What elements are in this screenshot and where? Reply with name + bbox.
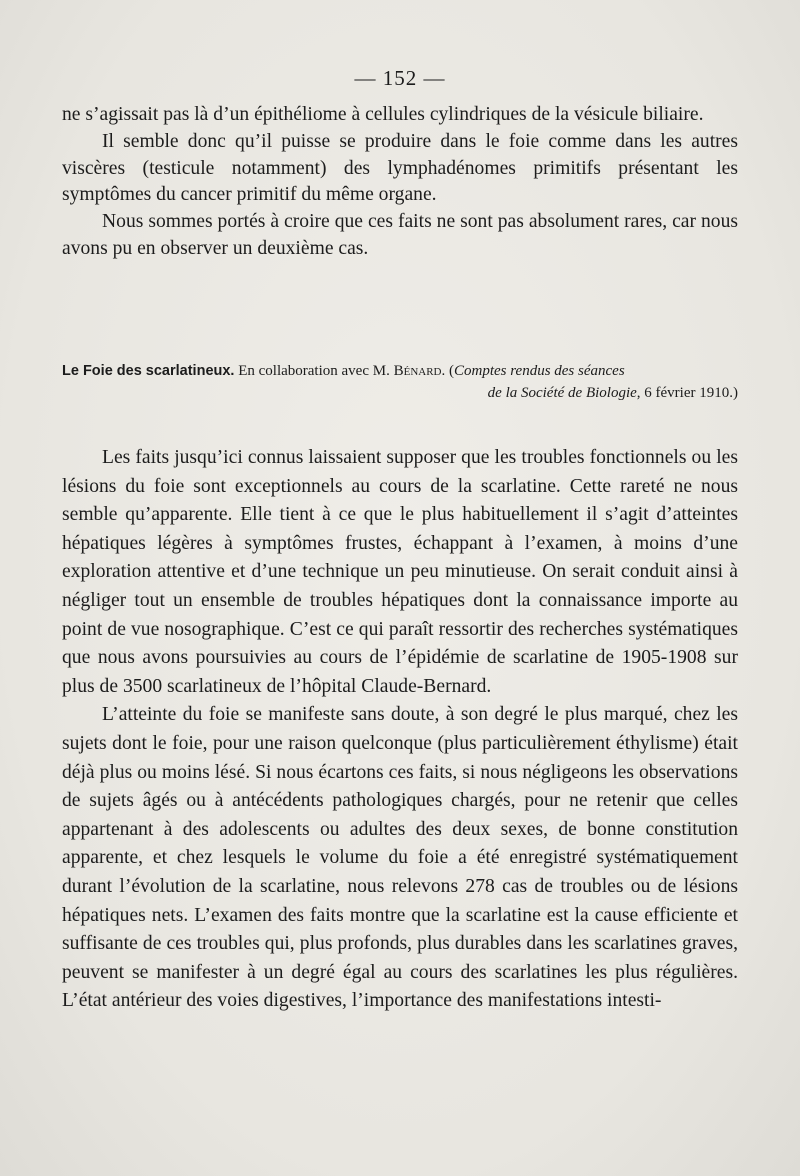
body-paragraph-2: L’atteinte du foie se manifeste sans doute, à son degré le plus marqué, chez les sujets dont le foie, pour une raison quelconque (plus particulièrement éthylisme) était déjà plus ou moins lésé. Si nous écartons ces faits, si nous négligeons les observations de sujets âgés ou à antécédents pathologiques chargés, pour ne retenir que celles appartenant à des adolescents ou adultes des deux sexes, de bonne constitution apparente, et chez lesquels le volume du foie a été enregistré systématiquement durant l’évolution de la scarlatine, nous relevons 278 cas de troubles ou de lésions hépatiques nets. L’examen des faits montre que la scarlatine est la cause efficiente et suffisante de ces troubles qui, plus profonds, plus durables dans les scarlatines graves, peuvent se manifester à un degré égal au cours des scarlatines les plus régulières. L’état antérieur des voies digestives, l’importance des manifestations intesti- — [62, 704, 738, 1012]
intro-paragraph-3: Nous sommes portés à croire que ces faits ne sont pas absolument rares, car nous avons pu en observer un deuxième cas. — [62, 211, 738, 259]
intro-paragraph-2: Il semble donc qu’il puisse se produire dans le foie comme dans les autres viscères (testicule notamment) des lymphadénomes primitifs présentant les symptômes du cancer primitif du même organe. — [62, 130, 738, 206]
citation-line-2 — [62, 382, 738, 404]
page-number: — 152 — — [354, 66, 446, 90]
citation-title: Le Foie des scarlatineux. — [62, 363, 235, 379]
citation-date: , 6 février 1910.) — [636, 385, 738, 401]
intro-text — [62, 102, 738, 263]
article-citation — [62, 360, 738, 404]
body-paragraph-1: Les faits jusqu’ici connus laissaient supposer que les troubles fonctionnels ou les lésions du foie sont exceptionnels au cours de la scarlatine. Cette rareté ne nous semble qu’apparente. Elle tient à ce que le plus habituellement il s’agit d’atteintes hépatiques légères à symptômes frustes, échappant à l’examen, à moins d’une exploration attentive et d’une technique un peu minutieuse. On serait conduit ainsi à négliger tout un ensemble de troubles hépatiques dont la connaissance importe au point de vue nosographique. C’est ce qui paraît ressortir des recherches systématiques que nous avons poursuivies au cours de l’épidémie de scarlatine de 1905-1908 sur plus de 3500 scarlatineux de l’hôpital Claude-Bernard. — [62, 447, 738, 697]
article-body — [62, 444, 738, 1016]
citation-journal-1: Comptes rendus des séances — [454, 363, 625, 379]
citation-ref-open: . ( — [441, 363, 454, 379]
citation-author: Bénard — [393, 363, 442, 379]
intro-paragraph-1: ne s’agissait pas là d’un épithéliome à cellules cylindriques de la vésicule biliaire. — [62, 104, 704, 125]
citation-collaboration: En collaboration avec M. — [238, 363, 390, 379]
citation-journal-2: de la Société de Biologie — [487, 385, 637, 401]
